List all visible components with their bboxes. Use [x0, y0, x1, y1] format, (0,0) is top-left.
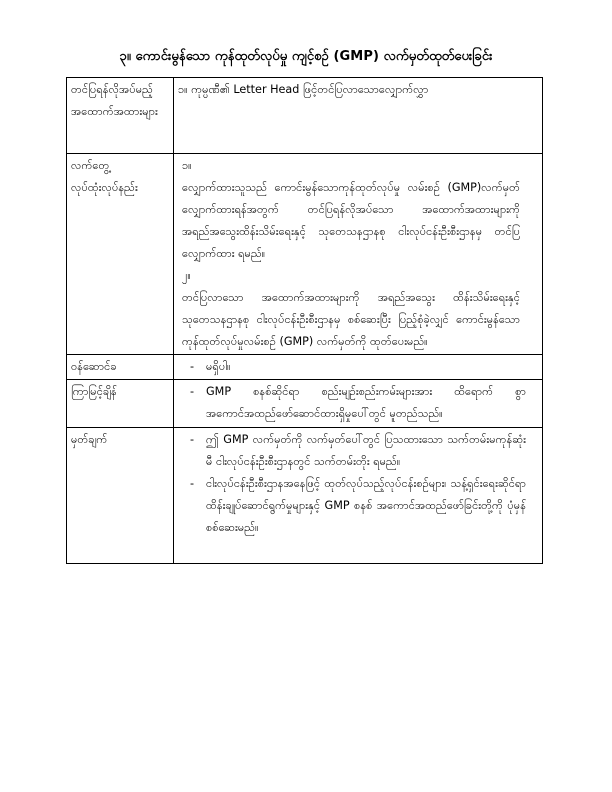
row-label: လက်တွေ့လုပ်ထုံးလုပ်နည်း	[67, 154, 174, 355]
item-number: ၂။	[182, 269, 191, 282]
row-label: ဝန်ဆောင်ခ	[67, 355, 174, 380]
procedure-table	[66, 77, 543, 564]
dash-marker: -	[189, 360, 195, 373]
item-text: GMP စနစ်ဆိုင်ရာ စည်းမျဉ်းစည်းကမ်းများအား ထိရောက် စွာ အကောင်အထည်ဖော်ဆောင်ထားရှိမှုပေါ်တွင် မူတည်သည်။	[206, 385, 526, 420]
list-item	[178, 265, 538, 353]
dash-marker: -	[189, 385, 195, 398]
row-label: မှတ်ချက်	[67, 428, 174, 564]
list-item	[178, 473, 538, 539]
row-content	[174, 154, 543, 355]
table-row	[67, 78, 543, 154]
row-content: ၁။ ကုမ္ပဏီ၏ Letter Head ဖြင့်တင်ပြလာသောလျှောက်လွှာ	[174, 78, 543, 154]
row-label: တင်ပြရန်လိုအပ်မည့်အထောက်အထားများ	[67, 78, 174, 154]
row-content	[174, 380, 543, 428]
item-text: လျှောက်ထားသူသည် ကောင်းမွန်သောကုန်ထုတ်လုပ်မှု လမ်းစဉ် (GMP)လက်မှတ် လျှောက်ထားရန်အတွက် တင်ပြရန်လိုအပ်သော အထောက်အထားများကို အရည်အသွေးထိန်းသိမ်းရေးနှင့် သုတေသနဌာနစု ငါးလုပ်ငန်းဦးစီးဌာနမှ တင်ပြလျှောက်ထား ရမည်။	[182, 181, 520, 260]
list-item	[178, 429, 538, 473]
table-row	[67, 154, 543, 355]
table-row	[67, 428, 543, 564]
item-text: တင်ပြလာသော အထောက်အထားများကို အရည်အသွေး ထိန်းသိမ်းရေးနှင့် သုတေသနဌာနစု ငါးလုပ်ငန်းဦးစီးဌာနမှ စစ်ဆေးပြီး ပြည့်စုံခဲ့လျှင် ကောင်းမွန်သော ကုန်ထုတ်လုပ်မှုလမ်းစဉ် (GMP) လက်မှတ်ကို ထုတ်ပေးမည်။	[182, 291, 520, 348]
row-content	[174, 355, 543, 380]
item-text: ငါးလုပ်ငန်းဦးစီးဌာနအနေဖြင့် ထုတ်လုပ်သည့်လုပ်ငန်းစဉ်များ၊ သန့်ရှင်းရေးဆိုင်ရာ ထိန်းချုပ်ဆောင်ရွက်မှုများနှင့် GMP စနစ် အကောင်အထည်ဖော်ခြင်းတို့ကို ပုံမှန်စစ်ဆေးမည်။	[206, 477, 526, 534]
dash-marker: -	[189, 477, 195, 490]
page-title: ၃။ ကောင်းမွန်သော ကုန်ထုတ်လုပ်မှု ကျင့်စဉ် (GMP) လက်မှတ်ထုတ်ပေးခြင်း	[119, 49, 493, 64]
list-item	[178, 155, 538, 265]
dash-marker: -	[189, 433, 195, 446]
row-content	[174, 428, 543, 564]
item-number: ၁။	[182, 159, 192, 172]
item-text: ဤ GMP လက်မှတ်ကို လက်မှတ်ပေါ်တွင် ပြသထားသော သက်တမ်းမကုန်ဆုံးမီ ငါးလုပ်ငန်းဦးစီးဌာနတွင် သက်တမ်းတိုး ရမည်။	[206, 433, 526, 468]
item-text: မရှိပါ။	[206, 360, 231, 373]
table-row	[67, 355, 543, 380]
table-row	[67, 380, 543, 428]
row-label: ကြာမြင့်ချိန်	[67, 380, 174, 428]
